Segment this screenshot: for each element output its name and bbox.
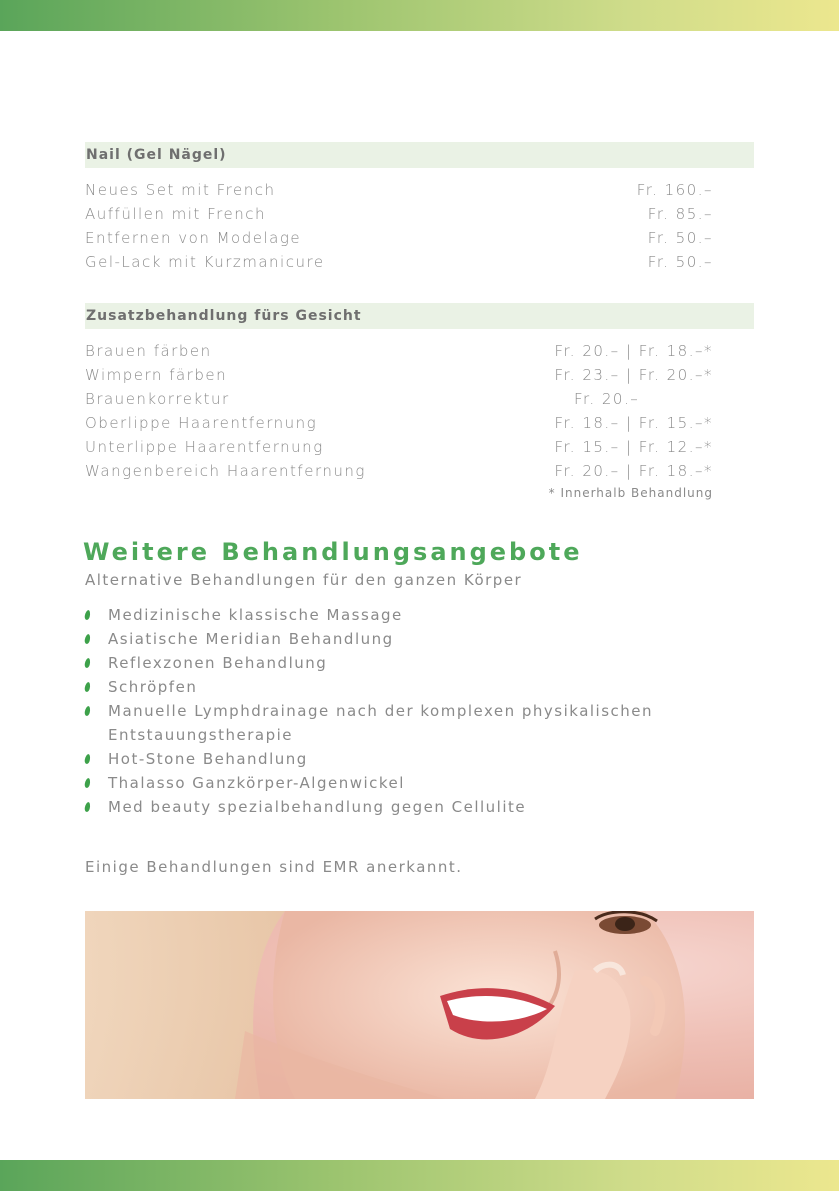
treatment-list [85,603,725,819]
leaf-bullet-icon [84,682,91,693]
price-row [85,250,754,274]
service-name: Gel-Lack mit Kurzmanicure [85,253,325,271]
service-name: Auffüllen mit French [85,205,266,223]
list-item: Hot-Stone Behandlung [85,747,725,771]
top-gradient-bar [0,0,839,31]
service-name: Brauen färben [85,342,212,360]
list-item: Schröpfen [85,675,725,699]
list-item: Reflexzonen Behandlung [85,651,725,675]
service-price: Fr. 20.– [574,390,640,408]
leaf-bullet-icon [84,658,91,669]
service-name: Wangenbereich Haarentfernung [85,462,366,480]
service-price: Fr. 15.– | Fr. 12.–* [554,438,713,456]
price-row [85,178,754,202]
price-row [85,459,754,483]
service-price: Fr. 23.– | Fr. 20.–* [554,366,713,384]
price-row [85,435,754,459]
smiling-woman-photo [85,911,754,1099]
service-name: Unterlippe Haarentfernung [85,438,324,456]
service-name: Neues Set mit French [85,181,276,199]
leaf-bullet-icon [84,778,91,789]
nail-section [85,142,754,274]
service-price: Fr. 50.– [647,229,713,247]
list-item: Medizinische klassische Massage [85,603,725,627]
section-title: Weitere Behandlungsangebote [83,538,583,566]
leaf-bullet-icon [84,706,91,717]
service-name: Wimpern färben [85,366,228,384]
photo-illustration [85,911,754,1099]
leaf-bullet-icon [84,634,91,645]
service-name: Oberlippe Haarentfernung [85,414,318,432]
price-row [85,226,754,250]
price-row [85,411,754,435]
face-heading: Zusatzbehandlung fürs Gesicht [85,303,754,329]
service-name: Brauenkorrektur [85,390,230,408]
service-price: Fr. 18.– | Fr. 15.–* [554,414,713,432]
emr-note: Einige Behandlungen sind EMR anerkannt. [85,858,463,876]
leaf-bullet-icon [84,754,91,765]
leaf-bullet-icon [84,610,91,621]
bottom-gradient-bar [0,1160,839,1191]
service-price: Fr. 20.– | Fr. 18.–* [554,462,713,480]
service-price: Fr. 85.– [647,205,713,223]
footnote: * Innerhalb Behandlung [548,486,713,500]
leaf-bullet-icon [84,802,91,813]
price-row [85,363,754,387]
service-price: Fr. 50.– [647,253,713,271]
nail-heading: Nail (Gel Nägel) [85,142,754,168]
price-row [85,387,754,411]
service-price: Fr. 160.– [636,181,713,199]
service-name: Entfernen von Modelage [85,229,302,247]
price-row [85,202,754,226]
list-item: Manuelle Lymphdrainage nach der komplexen physikalischen Entstauungstherapie [85,699,725,747]
service-price: Fr. 20.– | Fr. 18.–* [554,342,713,360]
section-subtitle: Alternative Behandlungen für den ganzen Körper [85,571,523,589]
list-item: Asiatische Meridian Behandlung [85,627,725,651]
face-section [85,303,754,500]
list-item: Med beauty spezialbehandlung gegen Cellulite [85,795,725,819]
price-row [85,339,754,363]
list-item: Thalasso Ganzkörper-Algenwickel [85,771,725,795]
